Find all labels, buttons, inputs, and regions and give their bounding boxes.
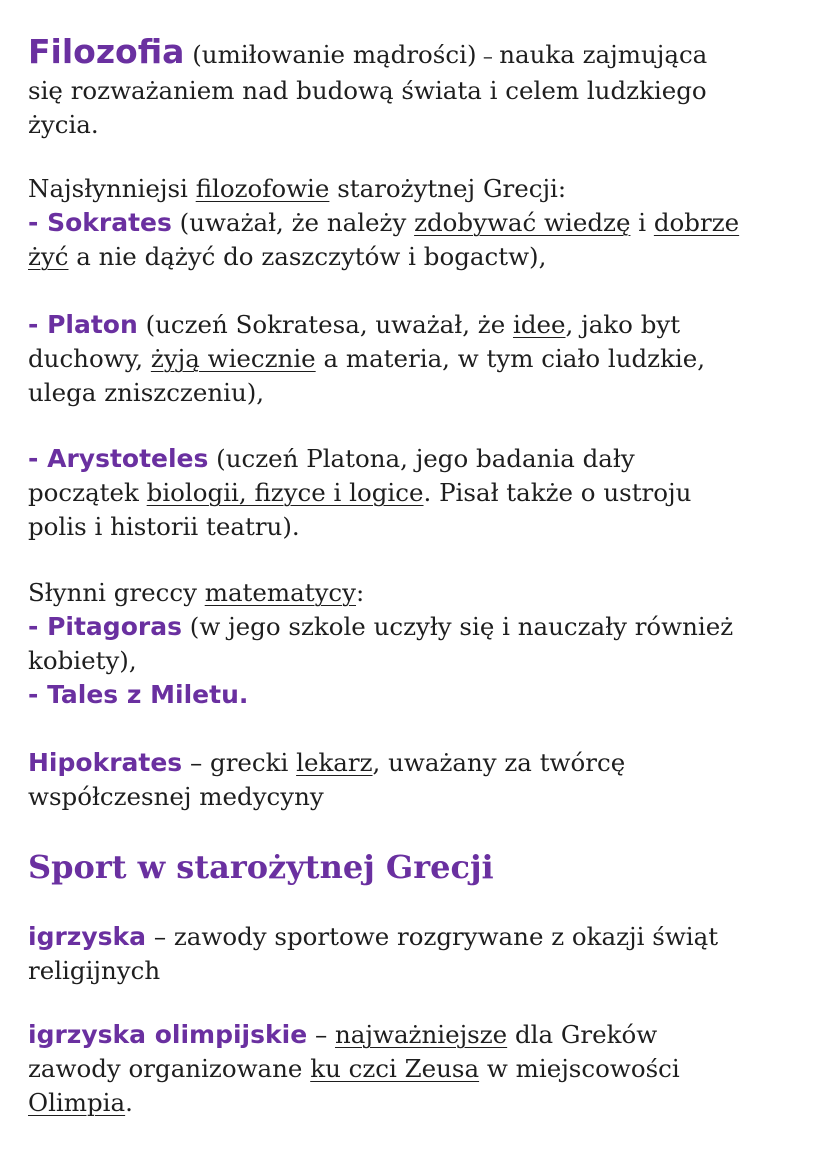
platon-text-4: a materia, w tym ciało ludzkie, xyxy=(315,344,706,373)
hipokrates-line-2: współczesnej medycyny xyxy=(28,782,324,811)
hipokrates-line-1 xyxy=(28,746,813,780)
platon-text-3: duchowy, xyxy=(28,344,151,373)
olimpijskie-text-2: dla Greków xyxy=(507,1020,658,1049)
underlined-idee: idee xyxy=(513,310,566,339)
mathematicians-intro xyxy=(28,576,813,610)
tales-line xyxy=(28,678,813,712)
arystoteles-line-2 xyxy=(28,476,813,510)
filozofia-line-3: życia. xyxy=(28,110,99,139)
pitagoras-line-2: kobiety), xyxy=(28,646,137,675)
olimpijskie-text: – xyxy=(307,1020,335,1049)
term-igrzyska: igrzyska xyxy=(28,922,147,951)
platon-line-1 xyxy=(28,308,813,342)
pitagoras-line-1 xyxy=(28,610,813,644)
name-tales: - Tales z Miletu. xyxy=(28,680,249,709)
term-filozofia: Filozofia xyxy=(28,32,185,71)
arystoteles-text-3: . Pisał także o ustroju xyxy=(423,478,692,507)
section-heading-sport: Sport w starożytnej Grecji xyxy=(28,848,494,886)
underlined-zyja-wiecznie: żyją wiecznie xyxy=(150,344,316,373)
name-platon: Platon xyxy=(47,310,138,339)
igrzyska-text: – zawody sportowe rozgrywane z okazji świąt xyxy=(146,922,719,951)
underlined-olimpia: Olimpia xyxy=(28,1088,126,1117)
filozofia-dash: – xyxy=(476,44,500,68)
term-igrzyska-olimpijskie: igrzyska olimpijskie xyxy=(28,1020,308,1049)
sokrates-dash: - xyxy=(28,208,48,237)
underlined-lekarz: lekarz xyxy=(296,748,373,777)
olimpijskie-line-3 xyxy=(28,1086,813,1120)
sokrates-text-3: a nie dążyć do zaszczytów i bogactw), xyxy=(68,242,547,271)
sokrates-text-2: i xyxy=(630,208,654,237)
filozofia-paren: (umiłowanie mądrości) xyxy=(192,40,477,69)
name-pitagoras: Pitagoras xyxy=(47,612,182,641)
underlined-dobrze: dobrze xyxy=(653,208,740,237)
igrzyska-line-1 xyxy=(28,920,813,954)
sokrates-line-2 xyxy=(28,240,813,274)
philosophers-intro xyxy=(28,172,813,206)
arystoteles-line-3: polis i historii teatru). xyxy=(28,512,300,541)
hipokrates-text: – grecki xyxy=(182,748,297,777)
math-intro-text: Słynni greccy xyxy=(28,578,205,607)
olimpijskie-text-4: w miejscowości xyxy=(479,1054,680,1083)
hipokrates-text-2: , uważany za twórcę xyxy=(372,748,626,777)
olimpijskie-line-1 xyxy=(28,1018,813,1052)
filozofia-text: nauka zajmująca xyxy=(499,40,708,69)
platon-text: (uczeń Sokratesa, uważał, że xyxy=(137,310,513,339)
underlined-zyc: żyć xyxy=(28,242,69,271)
filozofia-line-2: się rozważaniem nad budową świata i celem ludzkiego xyxy=(28,76,707,105)
arystoteles-line-1 xyxy=(28,442,813,476)
olimpijskie-line-2 xyxy=(28,1052,813,1086)
sokrates-text: (uważał, że należy xyxy=(171,208,415,237)
arystoteles-dash: - xyxy=(28,444,48,473)
olimpijskie-text-3: zawody organizowane xyxy=(28,1054,311,1083)
underlined-filozofowie: filozofowie xyxy=(195,174,330,203)
underlined-ku-czci-zeusa: ku czci Zeusa xyxy=(310,1054,480,1083)
underlined-matematycy: matematycy xyxy=(204,578,356,607)
math-intro-colon: : xyxy=(356,578,365,607)
name-sokrates: Sokrates xyxy=(47,208,172,237)
igrzyska-line-2: religijnych xyxy=(28,956,161,985)
intro-text: Najsłynniejsi xyxy=(28,174,196,203)
name-arystoteles: Arystoteles xyxy=(47,444,209,473)
underlined-zdobywac-wiedze: zdobywać wiedzę xyxy=(414,208,631,237)
name-hipokrates: Hipokrates xyxy=(28,748,183,777)
olimpijskie-period: . xyxy=(125,1088,133,1117)
platon-text-2: , jako byt xyxy=(565,310,681,339)
pitagoras-text: (w jego szkole uczyły się i nauczały również xyxy=(181,612,734,641)
platon-line-3: ulega zniszczeniu), xyxy=(28,378,265,407)
platon-line-2 xyxy=(28,342,813,376)
arystoteles-text: (uczeń Platona, jego badania dały xyxy=(208,444,635,473)
intro-text-end: starożytnej Grecji: xyxy=(329,174,567,203)
arystoteles-text-2: początek xyxy=(28,478,147,507)
underlined-najwazniejsze: najważniejsze xyxy=(334,1020,508,1049)
filozofia-line-1 xyxy=(28,30,813,78)
underlined-biologii-fizyce-logice: biologii, fizyce i logice xyxy=(146,478,424,507)
pitagoras-dash: - xyxy=(28,612,48,641)
sport-heading xyxy=(28,846,813,891)
sokrates-line-1 xyxy=(28,206,813,240)
platon-dash: - xyxy=(28,310,48,339)
